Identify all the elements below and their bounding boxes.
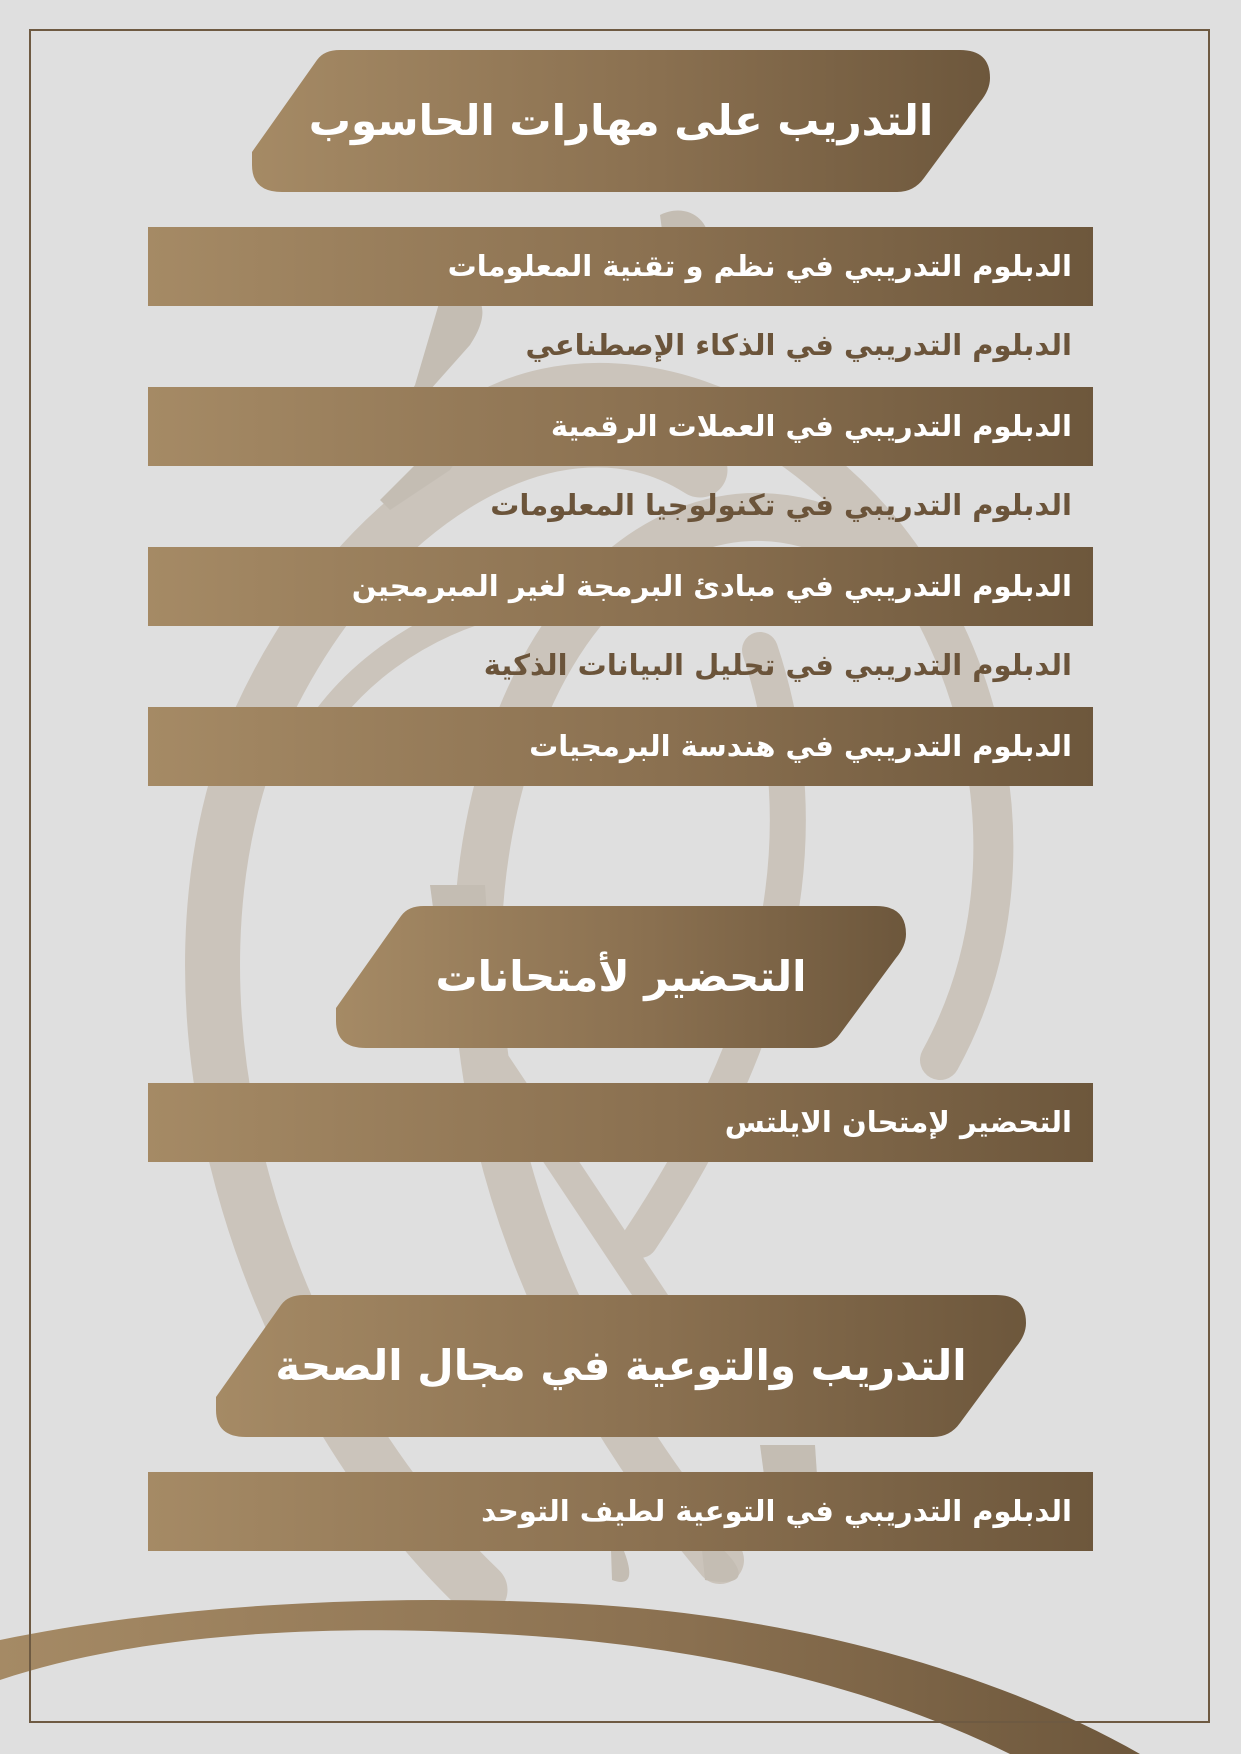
list-item: الدبلوم التدريبي في الذكاء الإصطناعي [525, 328, 1072, 362]
section-title: التدريب والتوعية في مجال الصحة [275, 1341, 967, 1390]
list-item: الدبلوم التدريبي في نظم و تقنية المعلومات [447, 249, 1072, 283]
list-item: التحضير لإمتحان الايلتس [724, 1105, 1072, 1139]
section-title: التدريب على مهارات الحاسوب [308, 96, 934, 145]
list-item: الدبلوم التدريبي في مبادئ البرمجة لغير المبرمجين [351, 569, 1072, 603]
list-item: الدبلوم التدريبي في التوعية لطيف التوحد [481, 1494, 1072, 1528]
list-item: الدبلوم التدريبي في هندسة البرمجيات [529, 729, 1072, 763]
list-item: الدبلوم التدريبي في العملات الرقمية [550, 409, 1072, 443]
list-item: الدبلوم التدريبي في تحليل البيانات الذكية [483, 648, 1072, 682]
list-item: الدبلوم التدريبي في تكنولوجيا المعلومات [490, 488, 1072, 522]
section-heading-health [216, 1295, 1026, 1437]
section-heading-computer-skills [252, 50, 990, 192]
section-heading-exam-prep [336, 906, 906, 1048]
section-title: التحضير لأمتحانات [435, 952, 807, 1001]
